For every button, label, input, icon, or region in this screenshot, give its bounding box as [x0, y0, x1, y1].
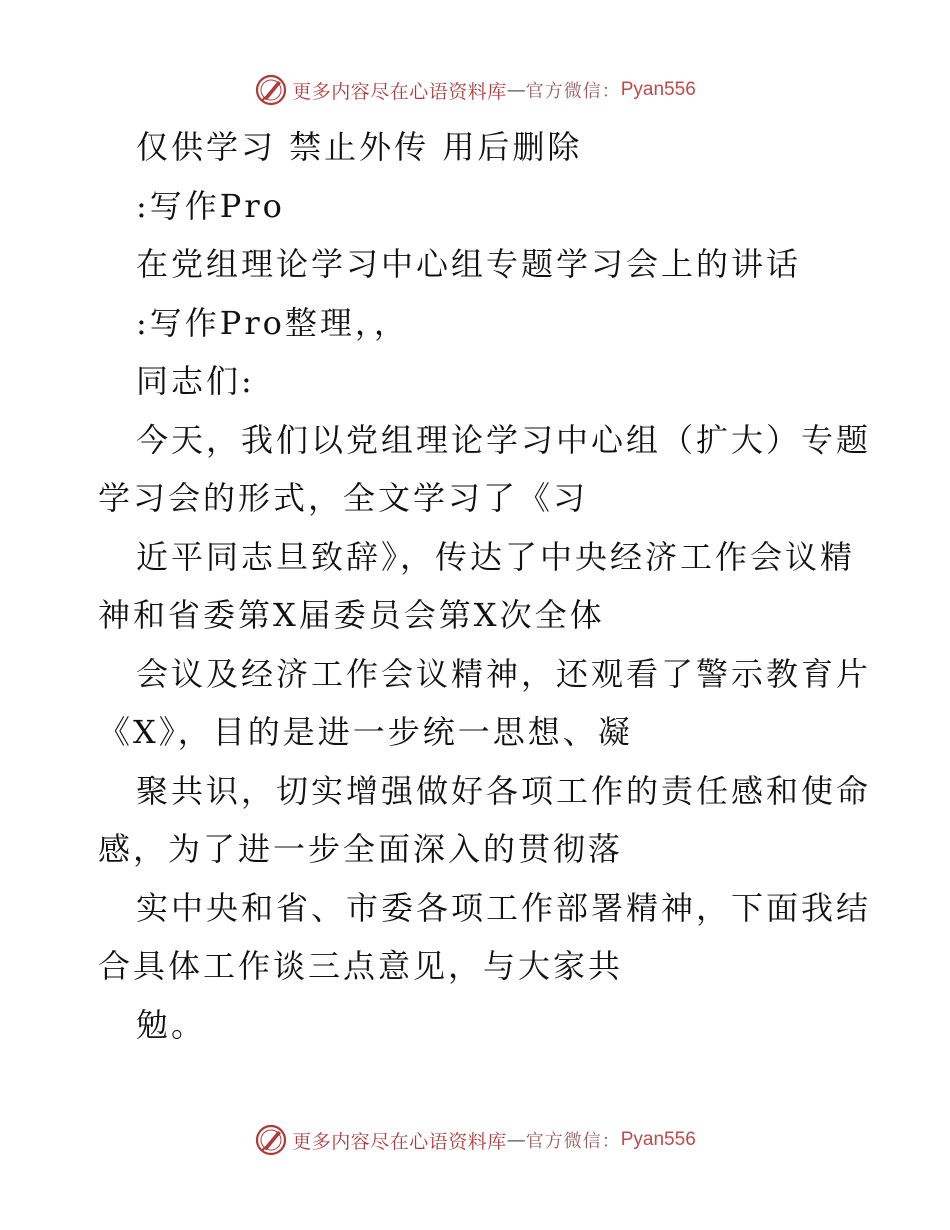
banner-brand: 更多内容尽在心语资料库 [292, 80, 507, 103]
document-body [98, 118, 872, 1054]
text-line: 实中央和省、市委各项工作部署精神，下面我结 [136, 888, 872, 927]
text-line: 学习会的形式，全文学习了《习 [98, 479, 589, 517]
text-line: :写作Pro整理，， [136, 303, 409, 342]
text-line: 近平同志旦致辞》，传达了中央经济工作会议精 [136, 537, 856, 576]
text-line: 今天，我们以党组理论学习中心组（扩大）专题 [136, 420, 872, 459]
banner-wechat-label: 官方微信： [525, 1131, 621, 1152]
quill-seal-icon [254, 73, 288, 107]
text-line: 仅供学习 禁止外传 用后删除 [136, 128, 583, 166]
text-line: 勉。 [136, 1005, 207, 1044]
text-line: 《X》，目的是进一步统一思想、凝 [98, 713, 633, 751]
banner-separator: — [506, 79, 526, 101]
quill-seal-icon [254, 1123, 288, 1157]
text-line: :写作Pro [136, 186, 285, 225]
text-line: 同志们: [136, 362, 255, 400]
banner-brand: 更多内容尽在心语资料库 [292, 1130, 507, 1153]
banner-wechat-id: Pyan556 [620, 1129, 696, 1150]
text-line: 感，为了进一步全面深入的贯彻落 [98, 830, 624, 868]
text-line: 会议及经济工作会议精神，还观看了警示教育片 [136, 654, 872, 693]
text-line: 合具体工作谈三点意见，与大家共 [98, 947, 624, 985]
text-line: 聚共识，切实增强做好各项工作的责任感和使命 [136, 771, 872, 810]
text-line: 在党组理论学习中心组专题学习会上的讲话 [136, 245, 802, 283]
banner-separator: — [506, 1129, 526, 1151]
banner-wechat-label: 官方微信： [525, 81, 621, 102]
text-line: 神和省委第X届委员会第X次全体 [98, 596, 605, 634]
banner-wechat-id: Pyan556 [620, 79, 696, 100]
header-banner [0, 70, 950, 110]
footer-banner [0, 1120, 950, 1160]
